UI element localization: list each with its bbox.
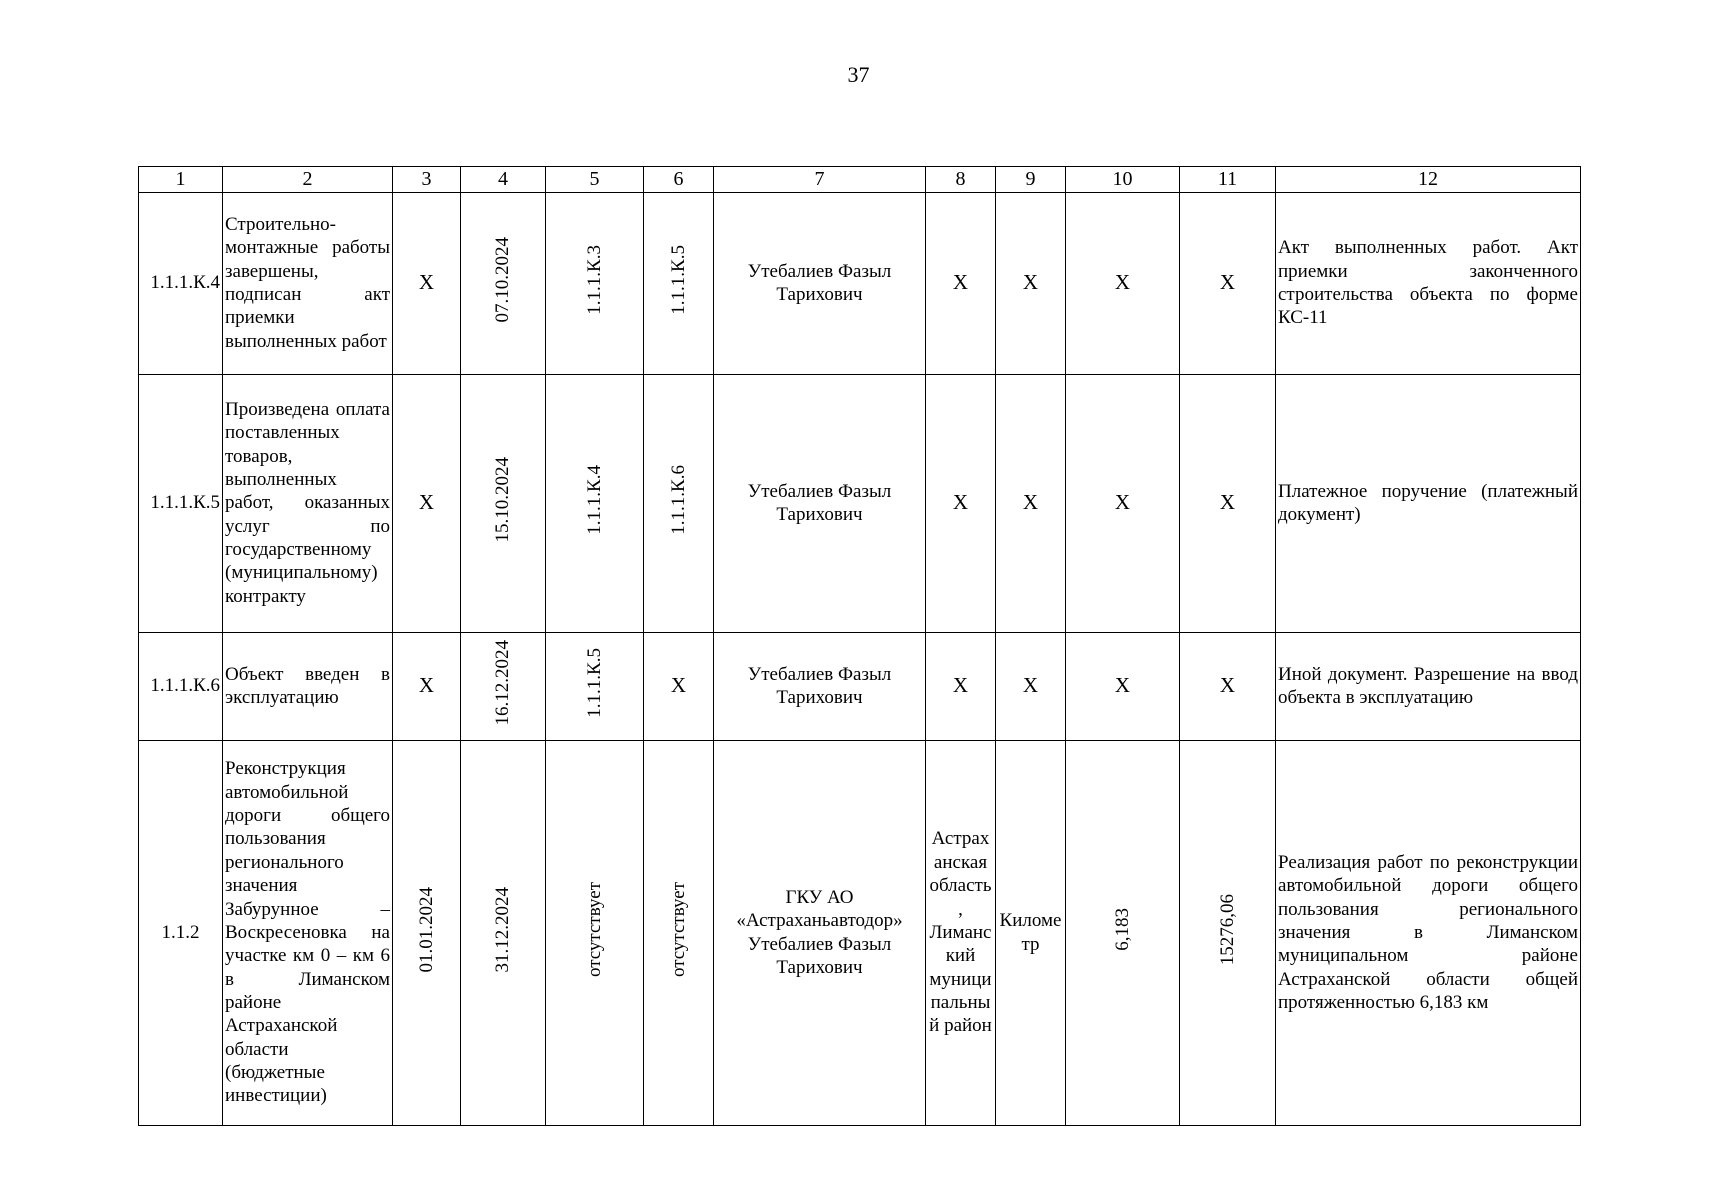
- cell-next: [644, 374, 714, 632]
- prev-text: 1.1.1.К.3: [583, 245, 605, 315]
- control-points-table: [138, 166, 1581, 1126]
- cell-prev: [546, 374, 644, 632]
- cell-unit: Километр: [996, 740, 1066, 1125]
- page-number: 37: [847, 62, 870, 87]
- row-name: Объект введен в эксплуатацию: [223, 632, 393, 740]
- row-code: 1.1.1.К.6: [139, 632, 223, 740]
- cell-value: [1066, 740, 1180, 1125]
- cell-col3: Х: [393, 632, 461, 740]
- cell-next: Х: [644, 632, 714, 740]
- column-header: 11: [1180, 167, 1276, 193]
- column-header: 10: [1066, 167, 1180, 193]
- next-text: отсутствует: [667, 881, 689, 977]
- cell-end: [461, 740, 546, 1125]
- cell-result: Реализация работ по реконструкции автомобильной дороги общего пользования регионального значения в Лиманском муниципальном районе Астраханской области общей протяженностью 6,183 км: [1276, 740, 1581, 1125]
- prev-text: 1.1.1.К.4: [583, 465, 605, 535]
- column-header: 7: [714, 167, 926, 193]
- prev-text: отсутствует: [583, 881, 605, 977]
- column-header: 1: [139, 167, 223, 193]
- cell-prev: [546, 192, 644, 374]
- column-header: 8: [926, 167, 996, 193]
- cell-responsible: Утебалиев Фазыл Тарихович: [714, 632, 926, 740]
- cell-col11: Х: [1180, 374, 1276, 632]
- cell-col9: Х: [996, 632, 1066, 740]
- date-text: 07.10.2024: [492, 237, 514, 323]
- cell-cost: [1180, 740, 1276, 1125]
- table-row: [139, 632, 1581, 740]
- cell-result: Платежное поручение (платежный документ): [1276, 374, 1581, 632]
- column-header: 9: [996, 167, 1066, 193]
- cell-start: [393, 740, 461, 1125]
- cell-col8: Х: [926, 632, 996, 740]
- cell-prev: [546, 740, 644, 1125]
- cell-next: [644, 192, 714, 374]
- column-header: 6: [644, 167, 714, 193]
- row-name: Произведена оплата поставленных товаров, выполненных работ, оказанных услуг по государственному (муниципальному) контракту: [223, 374, 393, 632]
- cell-next: [644, 740, 714, 1125]
- column-header: 5: [546, 167, 644, 193]
- value-text: 6,183: [1111, 908, 1133, 951]
- next-text: 1.1.1.К.5: [667, 245, 689, 315]
- cell-territory: Астраханская область, Лиманский муниципальный район: [926, 740, 996, 1125]
- cost-text: 15276,06: [1216, 893, 1238, 966]
- cell-date: [461, 192, 546, 374]
- cell-col8: Х: [926, 374, 996, 632]
- row-code: 1.1.1.К.5: [139, 374, 223, 632]
- cell-col9: Х: [996, 192, 1066, 374]
- table-row: [139, 192, 1581, 374]
- row-name: Строительно-монтажные работы завершены, подписан акт приемки выполненных работ: [223, 192, 393, 374]
- cell-date: [461, 374, 546, 632]
- table-row: [139, 374, 1581, 632]
- cell-col11: Х: [1180, 192, 1276, 374]
- column-header: 3: [393, 167, 461, 193]
- end-date-text: 31.12.2024: [492, 886, 514, 973]
- cell-responsible: Утебалиев Фазыл Тарихович: [714, 374, 926, 632]
- column-header: 4: [461, 167, 546, 193]
- table-row: [139, 740, 1581, 1125]
- row-code: 1.1.2: [139, 740, 223, 1125]
- date-text: 16.12.2024: [492, 640, 514, 726]
- header-row: [139, 167, 1581, 193]
- cell-result: Акт выполненных работ. Акт приемки законченного строительства объекта по форме КС-11: [1276, 192, 1581, 374]
- prev-text: 1.1.1.К.5: [583, 648, 605, 718]
- cell-responsible: Утебалиев Фазыл Тарихович: [714, 192, 926, 374]
- cell-col3: Х: [393, 192, 461, 374]
- column-header: 2: [223, 167, 393, 193]
- date-text: 15.10.2024: [492, 457, 514, 543]
- cell-col9: Х: [996, 374, 1066, 632]
- cell-prev: [546, 632, 644, 740]
- cell-col10: Х: [1066, 632, 1180, 740]
- cell-col3: Х: [393, 374, 461, 632]
- cell-col10: Х: [1066, 192, 1180, 374]
- cell-col8: Х: [926, 192, 996, 374]
- next-text: 1.1.1.К.6: [667, 465, 689, 535]
- column-header: 12: [1276, 167, 1581, 193]
- cell-result: Иной документ. Разрешение на ввод объекта в эксплуатацию: [1276, 632, 1581, 740]
- start-date-text: 01.01.2024: [415, 886, 437, 973]
- cell-col11: Х: [1180, 632, 1276, 740]
- row-code: 1.1.1.К.4: [139, 192, 223, 374]
- cell-col10: Х: [1066, 374, 1180, 632]
- cell-date: [461, 632, 546, 740]
- row-name: Реконструкция автомобильной дороги общего пользования регионального значения Забурунное – Воскресеновка на участке км 0 – км 6 в Лиманском районе Астраханской области (бюджетные инвестиции): [223, 740, 393, 1125]
- cell-responsible: ГКУ АО «Астраханьавтодор» Утебалиев Фазыл Тарихович: [714, 740, 926, 1125]
